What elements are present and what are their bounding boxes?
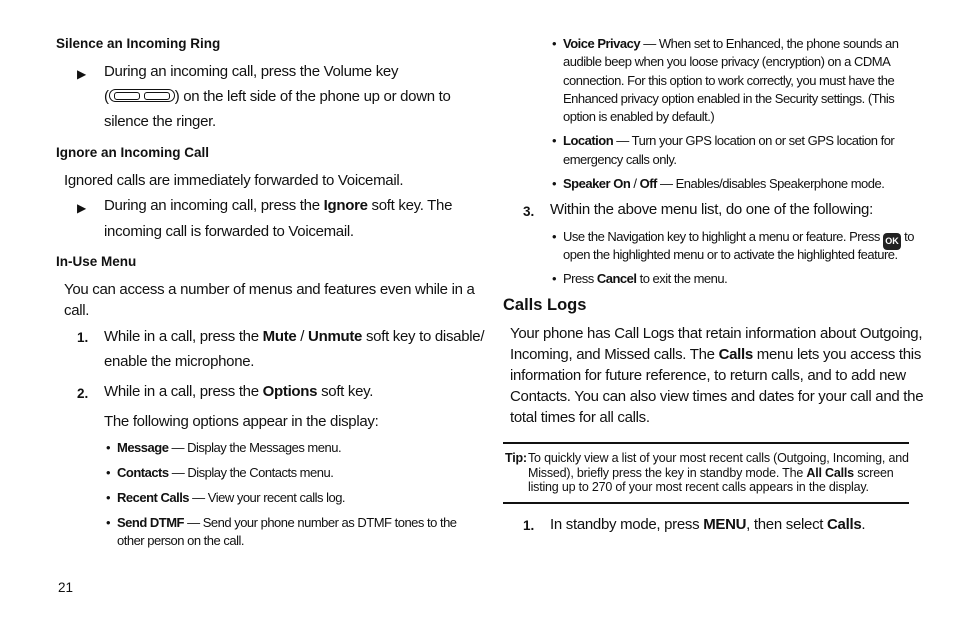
silence-line-2 <box>104 86 451 107</box>
step-number: 2. <box>77 386 89 401</box>
voice-privacy-line-5: option is enabled by default.) <box>563 109 715 124</box>
nav-line-2: open the highlighted menu or to activate the highlighted feature. <box>563 247 898 262</box>
calls-logs-line-1: Your phone has Call Logs that retain information about Outgoing, <box>510 325 923 342</box>
bullet-icon: • <box>106 515 111 530</box>
paren-open: ( <box>104 88 109 105</box>
step2-follow: The following options appear in the display: <box>104 413 379 430</box>
ignore-key-label: Ignore <box>323 197 368 214</box>
voice-privacy-line-4: Enhanced privacy option enabled in the Security settings. (This <box>563 91 895 106</box>
bullet-icon: • <box>106 465 111 480</box>
calls-logs-line-2 <box>510 344 921 365</box>
text: During an incoming call, press the <box>104 197 324 214</box>
tip-line-2 <box>528 466 894 481</box>
text: — Send your phone number as DTMF tones to the <box>184 515 457 530</box>
text: — Display the Contacts menu. <box>168 465 334 480</box>
text: Press <box>563 271 597 286</box>
tip-line-3: listing up to 270 of your most recent calls appears in the display. <box>528 480 869 494</box>
mute-label: Mute <box>262 328 297 345</box>
step2-line <box>104 381 373 402</box>
arrow-bullet-icon: ▶ <box>77 201 87 215</box>
send-dtmf-label: Send DTMF <box>117 515 184 530</box>
text: — Enables/disables Speakerphone mode. <box>656 176 885 191</box>
page-number: 21 <box>58 580 74 595</box>
step-number: 1. <box>77 330 89 345</box>
all-calls-label: All Calls <box>806 466 854 480</box>
calls-label: Calls <box>718 346 753 363</box>
step-number: 1. <box>523 518 535 533</box>
ignore-line-1 <box>104 195 452 216</box>
ignore-intro: Ignored calls are immediately forwarded to Voicemail. <box>64 172 404 189</box>
location-line-2: emergency calls only. <box>563 152 677 167</box>
voice-privacy-label: Voice Privacy <box>563 36 641 51</box>
heading-silence-ring: Silence an Incoming Ring <box>56 36 221 51</box>
option-send-dtmf-line-2: other person on the call. <box>117 533 244 548</box>
voice-privacy-line-3: connection. For this option to work correctly, you must have the <box>563 73 895 88</box>
bullet-icon: • <box>106 440 111 455</box>
bullet-icon: • <box>552 229 557 244</box>
text: In standby mode, press <box>550 516 704 533</box>
options-label: Options <box>262 383 318 400</box>
heading-calls-logs: Calls Logs <box>503 296 587 314</box>
text: — Display the Messages menu. <box>168 440 342 455</box>
recent-calls-label: Recent Calls <box>117 490 190 505</box>
speaker-line <box>563 175 884 193</box>
contacts-label: Contacts <box>117 465 169 480</box>
tip-line-1: To quickly view a list of your most recent calls (Outgoing, Incoming, and <box>528 451 909 465</box>
menu-key-label: MENU <box>703 516 747 533</box>
cancel-line <box>563 270 727 288</box>
volume-key-icon <box>109 89 175 102</box>
text: / <box>296 328 309 345</box>
inuse-line-1: You can access a number of menus and features even while in a <box>64 281 475 298</box>
text: Incoming, and Missed calls. The <box>510 346 719 363</box>
text: . <box>861 516 866 533</box>
text: — Turn your GPS location on or set GPS location for <box>613 133 895 148</box>
step1-line-1 <box>104 326 484 347</box>
text: , then select <box>746 516 828 533</box>
text: / <box>630 176 640 191</box>
location-line-1 <box>563 132 894 150</box>
heading-inuse-menu: In-Use Menu <box>56 254 137 269</box>
option-message <box>117 439 341 457</box>
inuse-line-2: call. <box>64 302 90 319</box>
bullet-icon: • <box>552 176 557 191</box>
voice-privacy-line-1 <box>563 35 899 53</box>
tip-bottom-rule <box>503 502 909 504</box>
bullet-icon: • <box>106 490 111 505</box>
bullet-icon: • <box>552 133 557 148</box>
option-send-dtmf <box>117 514 457 532</box>
voice-privacy-line-2: audible beep when you loose privacy (encryption) on a CDMA <box>563 54 891 69</box>
calls-logs-line-4: Contacts. You can also view times and dates for your call and the <box>510 388 924 405</box>
text: — View your recent calls log. <box>189 490 346 505</box>
text: Missed), briefly press the key in standby mode. The <box>528 466 807 480</box>
text: soft key. <box>317 383 374 400</box>
calls-logs-line-3: information for future reference, to return calls, and to add new <box>510 367 906 384</box>
cancel-label: Cancel <box>596 271 637 286</box>
silence-line-2-text: ) on the left side of the phone up or down to <box>174 88 451 105</box>
text: soft key to disable/ <box>362 328 485 345</box>
step3-line: Within the above menu list, do one of the following: <box>550 201 873 218</box>
bullet-icon: • <box>552 36 557 51</box>
tip-label: Tip: <box>505 451 527 465</box>
text: While in a call, press the <box>104 328 263 345</box>
location-label: Location <box>563 133 614 148</box>
text: Use the Navigation key to highlight a menu or feature. Press <box>563 229 883 244</box>
text: soft key. The <box>367 197 453 214</box>
text: — When set to Enhanced, the phone sounds an <box>640 36 899 51</box>
tip-top-rule <box>503 442 909 444</box>
ignore-line-2: incoming call is forwarded to Voicemail. <box>104 223 354 240</box>
text: to exit the menu. <box>636 271 728 286</box>
text: While in a call, press the <box>104 383 263 400</box>
speaker-on-label: Speaker On <box>563 176 631 191</box>
text: menu lets you access this <box>752 346 922 363</box>
unmute-label: Unmute <box>308 328 363 345</box>
silence-line-1: During an incoming call, press the Volume key <box>104 63 399 80</box>
calls-label: Calls <box>827 516 862 533</box>
bullet-icon: • <box>552 271 557 286</box>
message-label: Message <box>117 440 169 455</box>
off-label: Off <box>639 176 657 191</box>
step-number: 3. <box>523 204 535 219</box>
option-contacts <box>117 464 333 482</box>
option-recent-calls <box>117 489 345 507</box>
text: screen <box>853 466 894 480</box>
heading-ignore-call: Ignore an Incoming Call <box>56 145 210 160</box>
arrow-bullet-icon: ▶ <box>77 67 87 81</box>
silence-line-3: silence the ringer. <box>104 113 216 130</box>
ok-key-icon: OK <box>883 233 901 250</box>
calls-logs-line-5: total times for all calls. <box>510 409 650 426</box>
standby-step-line <box>550 514 865 535</box>
step1-line-2: enable the microphone. <box>104 353 255 370</box>
text: to <box>900 229 914 244</box>
